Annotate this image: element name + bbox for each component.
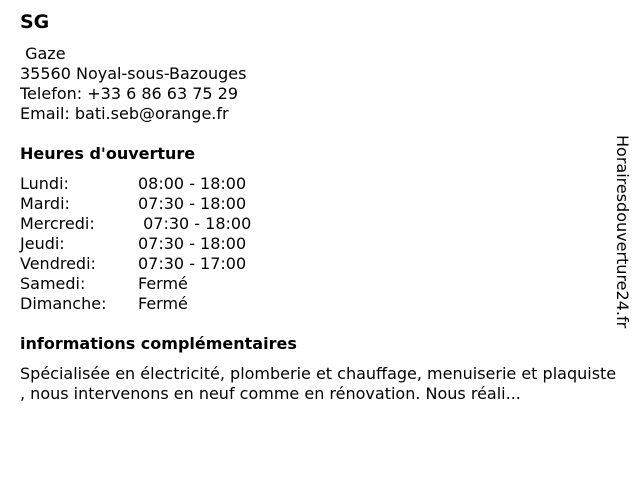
hours-row-vendredi (20, 254, 615, 274)
info-heading: informations complémentaires (20, 334, 297, 353)
hours-heading: Heures d'ouverture (20, 144, 196, 163)
address-block (20, 44, 615, 124)
phone-line: Telefon: +33 6 86 63 75 29 (20, 84, 239, 103)
hours-row-samedi (20, 274, 615, 294)
hours-day: Jeudi: (20, 234, 65, 253)
hours-table (20, 174, 615, 314)
hours-row-jeudi (20, 234, 615, 254)
hours-day: Samedi: (20, 274, 86, 293)
address-street: Gaze (20, 44, 66, 63)
business-name: SG (20, 11, 50, 33)
hours-row-dimanche (20, 294, 615, 314)
hours-day: Mercredi: (20, 214, 95, 233)
hours-row-mardi (20, 194, 615, 214)
business-card (20, 10, 615, 404)
hours-time: Fermé (138, 274, 188, 293)
hours-row-lundi (20, 174, 615, 194)
hours-day: Mardi: (20, 194, 70, 213)
hours-day: Lundi: (20, 174, 69, 193)
hours-time: 07:30 - 17:00 (138, 254, 247, 273)
hours-time: Fermé (138, 294, 188, 313)
address-city: 35560 Noyal-sous-Bazouges (20, 64, 247, 83)
hours-time: 07:30 - 18:00 (138, 194, 247, 213)
hours-time: 07:30 - 18:00 (138, 214, 252, 233)
hours-row-mercredi (20, 214, 615, 234)
hours-time: 07:30 - 18:00 (138, 234, 247, 253)
info-description: Spécialisée en électricité, plomberie et chauffage, menuiserie et plaquiste , nous intervenons en neuf comme en rénovation. Nous réali... (20, 364, 617, 403)
site-brand-vertical: Horairesdouverture24.fr (613, 135, 632, 329)
email-line: Email: bati.seb@orange.fr (20, 104, 229, 123)
hours-time: 08:00 - 18:00 (138, 174, 247, 193)
hours-day: Dimanche: (20, 294, 107, 313)
hours-day: Vendredi: (20, 254, 96, 273)
